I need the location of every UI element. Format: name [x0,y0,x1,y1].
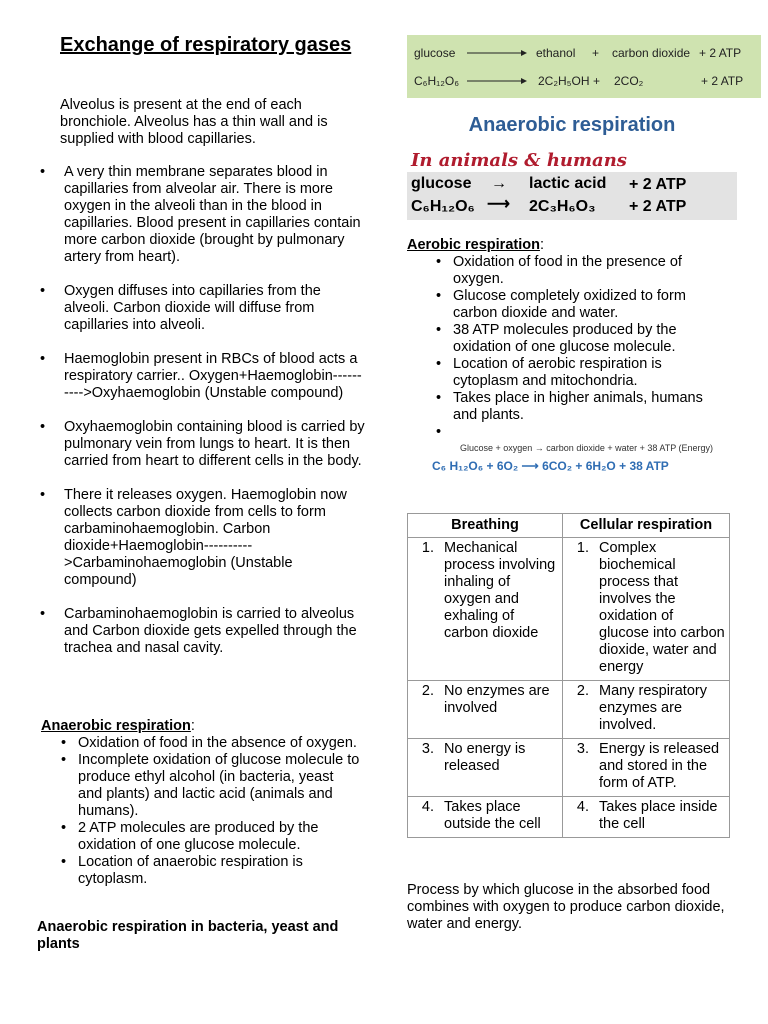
page-title: Exchange of respiratory gases [60,34,352,56]
list-item: • Takes place in higher animals, humans and plants. [431,390,727,424]
breathing-vs-respiration-table [407,513,730,838]
table-cell: Mechanical process involving inhaling of oxygen and exhaling of carbon dioxide [444,540,556,641]
eq-plus: + [593,74,601,88]
row-number: 1. [576,540,589,556]
table-row [408,797,730,838]
table-header: Cellular respiration [563,514,730,538]
eq-atp: + 2 ATP [701,74,744,88]
eq-glucose: glucose [411,175,472,192]
row-number: 3. [421,741,434,757]
list-item: • 2 ATP molecules are produced by the oxidation of one glucose molecule. [56,820,361,854]
aerobic-formula-equation: C₆ H₁₂O₆ + 6O₂ ⟶ 6CO₂ + 6H₂O + 38 ATP [432,459,669,473]
eq-atp: + 2 ATP [629,198,687,215]
list-item: • 38 ATP molecules produced by the oxidation of one glucose molecule. [431,322,727,356]
aerobic-heading: Aerobic respiration [407,237,540,253]
list-item: • Oxygen diffuses into capillaries from the alveoli. Carbon dioxide will diffuse from capillaries into alveoli. [40,283,365,334]
row-number: 4. [421,799,434,815]
eq-atp: + 2 ATP [699,46,742,60]
list-item: • Oxidation of food in the presence of oxygen. [431,254,727,288]
list-item: • Oxyhaemoglobin containing blood is carried by pulmonary vein from lungs to heart. It is then carried from heart to different cells in the body. [40,419,365,470]
aerobic-word-equation: Glucose + oxygen → carbon dioxide + water + 38 ATP (Energy) [460,443,714,453]
table-row [408,538,730,681]
ethanol-equation-image [407,35,761,98]
list-item: • Location of anaerobic respiration is cytoplasm. [56,854,361,888]
table-cell: Takes place inside the cell [599,799,718,832]
gas-exchange-list [40,164,365,657]
anaerobic-bacteria-heading: Anaerobic respiration in bacteria, yeast and plants [37,919,339,952]
eq-formula-co2: 2CO₂ [614,74,644,88]
eq-formula-ethanol: 2C₂H₅OH [538,74,590,88]
eq-ethanol: ethanol [536,46,576,60]
list-item [431,424,727,441]
row-number: 3. [576,741,589,757]
table-cell: No enzymes are involved [444,683,550,716]
list-item: • Location of aerobic respiration is cytoplasm and mitochondria. [431,356,727,390]
anaerobic-heading-colon: : [190,718,195,734]
table-cell: Many respiratory enzymes are involved. [599,683,707,733]
table-cell: Takes place outside the cell [444,799,541,832]
eq-carbon-dioxide: carbon dioxide [612,46,691,60]
table-row [408,681,730,739]
eq-lactic-acid: lactic acid [529,175,607,192]
intro-paragraph: Alveolus is present at the end of each bronchiole. Alveolus has a thin wall and is supplied with blood capillaries. [60,97,328,147]
row-number: 2. [421,683,434,699]
list-item: • A very thin membrane separates blood in capillaries from alveolar air. There is more oxygen in the alveoli than in the blood in capillaries. Blood present in capillaries contain more carbon dioxide (brought by pulmonary artery from heart). [40,164,365,266]
row-number: 4. [576,799,589,815]
aerobic-heading-colon: : [539,237,544,253]
list-item: • Oxidation of food in the absence of oxygen. [56,735,361,752]
anaerobic-section [41,718,361,888]
table-header: Breathing [408,514,563,538]
table-cell: No energy is released [444,741,526,774]
table-cell: Energy is released and stored in the form of ATP. [599,741,720,791]
arrow-icon: ⟶ [487,196,510,213]
row-number: 1. [421,540,434,556]
aerobic-section [407,237,737,441]
arrow-icon [467,77,527,85]
anaerobic-image-heading: Anaerobic respiration [468,114,676,136]
lactic-acid-equation [407,172,737,220]
row-number: 2. [576,683,589,699]
eq-formula-lactic-acid: 2C₃H₆O₃ [529,198,596,215]
table-cell: Complex biochemical process that involves the oxidation of glucose into carbon dioxide, water and energy [599,540,725,675]
list-item: • Carbaminohaemoglobin is carried to alveolus and Carbon dioxide gets expelled through the trachea and nasal cavity. [40,606,365,657]
anaerobic-heading: Anaerobic respiration [41,718,191,734]
eq-atp: + 2 ATP [629,176,687,193]
eq-plus: + [592,46,600,60]
arrow-icon [467,49,527,57]
list-item: • Incomplete oxidation of glucose molecule to produce ethyl alcohol (in bacteria, yeast and plants) and lactic acid (animals and humans). [56,752,361,820]
list-item: • Haemoglobin present in RBCs of blood acts a respiratory carrier.. Oxygen+Haemoglobin---------->Oxyhaemoglobin (Unstable compound) [40,351,365,402]
eq-glucose: glucose [414,46,456,60]
arrow-icon: → [491,175,507,192]
eq-formula-glucose: C₆H₁₂O₆ [414,74,460,88]
eq-formula-glucose: C₆H₁₂O₆ [411,198,475,215]
list-item: • There it releases oxygen. Haemoglobin now collects carbon dioxide from cells to form carbaminohaemoglobin. Carbon dioxide+Haemoglobin---------->Carbaminohaemoglobin (Unstable compound) [40,487,365,589]
respiration-definition: Process by which glucose in the absorbed food combines with oxygen to produce carbon dioxide, water and energy. [407,882,725,932]
animals-humans-subheading: In animals & humans [411,150,627,171]
list-item: • Glucose completely oxidized to form carbon dioxide and water. [431,288,727,322]
table-row [408,739,730,797]
